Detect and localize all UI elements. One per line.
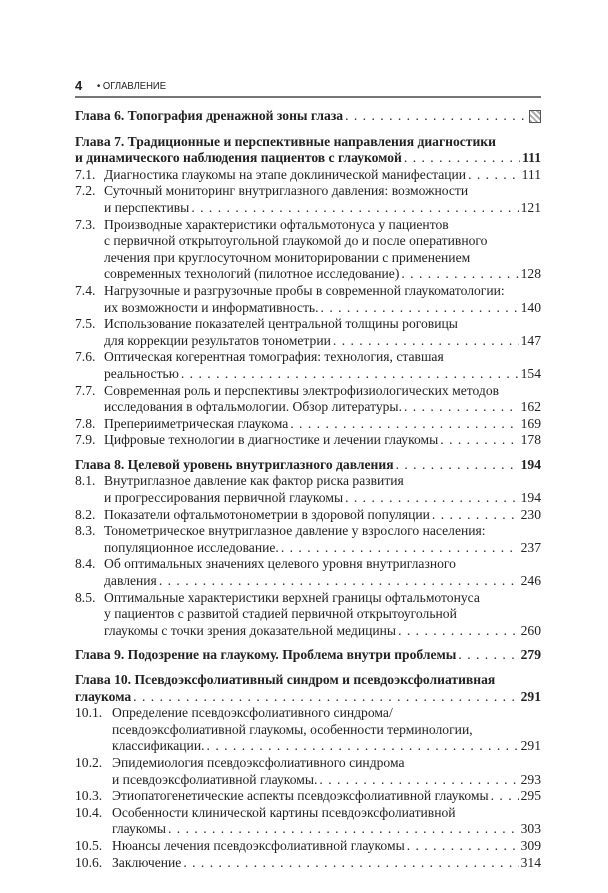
dot-leader — [321, 300, 519, 317]
entry-title-line: у пациентов с развитой стадией первичной открытоугольной — [104, 606, 457, 622]
entry-title-line: Оптическая когерентная томография: технология, ставшая — [104, 349, 444, 365]
dot-leader — [207, 738, 519, 755]
toc-entry[interactable] — [75, 838, 541, 855]
page-ref: 178 — [520, 432, 541, 448]
entry-title-line: Показатели офтальмотонометрии в здоровой популяции — [104, 506, 430, 522]
entry-title-line: и псевдоэксфолиативной глаукомы. — [112, 771, 318, 787]
entry-title-line: Диагностика глаукомы на этапе доклинической манифестации — [104, 166, 467, 182]
entry-title-line: для коррекции результатов тонометрии — [104, 332, 331, 348]
dot-leader — [458, 647, 518, 664]
page-ref: 147 — [520, 332, 541, 348]
toc-entry[interactable] — [75, 788, 541, 805]
page-ref: 279 — [520, 647, 541, 663]
dot-leader — [290, 416, 518, 433]
entry-title-line: Оптимальные характеристики верхней границы офтальмотонуса — [104, 589, 480, 605]
dot-leader — [396, 457, 519, 474]
dot-leader — [404, 150, 520, 167]
toc-entry[interactable] — [75, 705, 541, 755]
toc-entry[interactable] — [75, 349, 541, 382]
entry-title-line: и динамического наблюдения пациентов с глаукомой — [75, 150, 402, 166]
entry-title-line: Преперииметрическая глаукома — [104, 415, 289, 431]
entry-number: 7.5. — [75, 316, 96, 332]
entry-number: 7.9. — [75, 432, 96, 448]
toc-entry[interactable] — [75, 507, 541, 524]
dot-leader — [168, 821, 519, 838]
page-number: 4 — [75, 78, 83, 93]
toc-entry[interactable] — [75, 283, 541, 316]
page-ref: 293 — [520, 771, 541, 787]
entry-number: 7.6. — [75, 349, 96, 365]
toc-entry[interactable] — [75, 432, 541, 449]
page-ref: 303 — [520, 821, 541, 837]
entry-number: 7.1. — [75, 166, 96, 182]
entry-number: 10.6. — [75, 854, 103, 870]
toc-entry[interactable] — [75, 167, 541, 184]
entry-title-line: их возможности и информативность. — [104, 299, 319, 315]
page-ref: 246 — [520, 573, 541, 589]
entry-title-line: Нюансы лечения псевдоэксфолиативной глаукомы — [112, 837, 405, 853]
page-ref: 128 — [520, 266, 541, 282]
toc-entry[interactable] — [75, 805, 541, 838]
entry-title-line: глаукомы с точки зрения доказательной медицины — [104, 622, 397, 638]
entry-number: 8.2. — [75, 506, 96, 522]
entry-number: 10.4. — [75, 804, 103, 820]
toc-entry[interactable] — [75, 556, 541, 589]
dot-leader — [133, 689, 518, 706]
page-ref: 237 — [520, 539, 541, 555]
entry-title-line: Использование показателей центральной толщины роговицы — [104, 316, 458, 332]
page-ref: 291 — [520, 688, 541, 704]
page-ref: 140 — [520, 299, 541, 315]
entry-title-line: Заключение — [112, 854, 182, 870]
dot-leader — [345, 108, 527, 126]
entry-title-line: реальностью — [104, 365, 179, 381]
page-ref: 291 — [520, 738, 541, 754]
toc-entry[interactable] — [75, 134, 541, 167]
entry-title-line: Особенности клинической картины псевдоэксфолиативной — [112, 804, 456, 820]
page-ref: 314 — [520, 854, 541, 870]
toc-entry[interactable] — [75, 647, 541, 664]
toc-entry[interactable] — [75, 217, 541, 283]
entry-title-line: Определение псевдоэксфолиативного синдрома/ — [112, 705, 393, 721]
dot-leader — [191, 200, 518, 217]
dot-leader — [468, 167, 520, 184]
entry-title-line: классификации. — [112, 738, 205, 754]
entry-title-line: Цифровые технологии в диагностике и лечении глаукомы — [104, 432, 439, 448]
entry-title-line: Современная роль и перспективы электрофизиологических методов — [104, 382, 500, 398]
entry-title-line: Глава 7. Традиционные и перспективные направления диагностики — [75, 133, 496, 149]
page-ref: 194 — [520, 456, 541, 472]
entry-number: 7.3. — [75, 216, 96, 232]
dot-leader — [407, 838, 519, 855]
dot-leader — [181, 366, 519, 383]
entry-title-line: лечения при круглосуточном мониторировании с применением — [104, 249, 471, 265]
entry-title-line: Глава 9. Подозрение на глаукому. Проблема внутри проблемы — [75, 647, 457, 663]
page-ref: 111 — [522, 150, 541, 166]
entry-number: 7.4. — [75, 282, 96, 298]
entry-title-line: с первичной открытоугольной глаукомой до и после оперативного — [104, 233, 488, 249]
running-title: • ОГЛАВЛЕНИЕ — [97, 80, 167, 92]
toc-entry[interactable] — [75, 672, 541, 705]
page-ref: 154 — [520, 365, 541, 381]
entry-title-line: Глава 10. Псевдоэксфолиативный синдром и псевдоэксфолиативная — [75, 672, 496, 687]
entry-title-line: и прогрессирования первичной глаукомы — [104, 490, 344, 506]
page-ref: 230 — [520, 506, 541, 522]
toc-entry[interactable] — [75, 383, 541, 416]
dot-leader — [319, 772, 518, 789]
entry-title-line: давления — [104, 573, 157, 589]
dot-leader — [183, 855, 518, 872]
dot-leader — [398, 623, 519, 640]
page-ref: 111 — [521, 166, 541, 182]
page-ref: 260 — [520, 622, 541, 638]
entry-title-line: Эпидемиология псевдоэксфолиативного синдрома — [112, 754, 405, 770]
entry-number: 10.1. — [75, 705, 103, 721]
entry-title-line: современных технологий (пилотное исследование) — [104, 266, 400, 282]
dot-leader — [345, 490, 519, 507]
entry-number: 7.2. — [75, 183, 96, 199]
broken-image-icon — [529, 108, 541, 126]
toc-entry[interactable] — [75, 457, 541, 474]
dot-leader — [333, 333, 519, 350]
entry-number: 10.2. — [75, 754, 103, 770]
entry-title-line: Глава 8. Целевой уровень внутриглазного давления — [75, 456, 394, 472]
dot-leader — [281, 540, 519, 557]
entry-number: 8.1. — [75, 473, 96, 489]
toc-entry[interactable] — [75, 855, 541, 872]
entry-title-line: Тонометрическое внутриглазное давление у взрослого населения: — [104, 523, 486, 539]
toc-entry[interactable] — [75, 108, 541, 126]
toc-entry[interactable] — [75, 590, 541, 640]
toc-entry[interactable] — [75, 183, 541, 216]
entry-number: 10.5. — [75, 837, 103, 853]
dot-leader — [404, 399, 519, 416]
entry-title-line: глаукомы — [112, 821, 166, 837]
entry-title-line: Нагрузочные и разгрузочные пробы в современной глаукоматологии: — [104, 282, 505, 298]
entry-number: 8.3. — [75, 523, 96, 539]
toc-entry[interactable] — [75, 523, 541, 556]
toc-entry[interactable] — [75, 755, 541, 788]
entry-title-line: Суточный мониторинг внутриглазного давления: возможности — [104, 183, 469, 199]
dot-leader — [491, 788, 519, 805]
entry-title-line: Производные характеристики офтальмотонуса у пациентов — [104, 216, 449, 232]
page-ref: 162 — [520, 399, 541, 415]
toc-entry[interactable] — [75, 316, 541, 349]
entry-title-line: псевдоэксфолиативной глаукомы, особенности терминологии, — [112, 721, 473, 737]
page-ref: 121 — [520, 199, 541, 215]
dot-leader — [159, 573, 519, 590]
dot-leader — [440, 432, 518, 449]
entry-title-line: Об оптимальных значениях целевого уровня внутриглазного — [104, 556, 456, 572]
entry-title-line: исследования в офтальмологии. Обзор литературы. — [104, 399, 402, 415]
entry-title-line: и перспективы — [104, 199, 190, 215]
entry-number: 7.7. — [75, 382, 96, 398]
page-ref: 194 — [520, 490, 541, 506]
entry-title-line: Глава 6. Топография дренажной зоны глаза — [75, 108, 344, 123]
entry-number: 8.5. — [75, 589, 96, 605]
page-ref: 309 — [520, 837, 541, 853]
dot-leader — [432, 507, 519, 524]
entry-number: 8.4. — [75, 556, 96, 572]
toc-entry[interactable] — [75, 473, 541, 506]
entry-number: 10.3. — [75, 788, 103, 804]
table-of-contents — [75, 108, 541, 871]
toc-entry[interactable] — [75, 416, 541, 433]
page-ref: 169 — [520, 415, 541, 431]
entry-title-line: Этиопатогенетические аспекты псевдоэксфолиативной глаукомы — [112, 788, 489, 804]
entry-title-line: глаукома — [75, 688, 132, 704]
entry-title-line: Внутриглазное давление как фактор риска развития — [104, 473, 404, 489]
page-ref: 295 — [520, 788, 541, 804]
dot-leader — [401, 266, 518, 283]
running-header — [75, 78, 541, 98]
entry-number: 7.8. — [75, 415, 96, 431]
entry-title-line: популяционное исследование. — [104, 539, 279, 555]
